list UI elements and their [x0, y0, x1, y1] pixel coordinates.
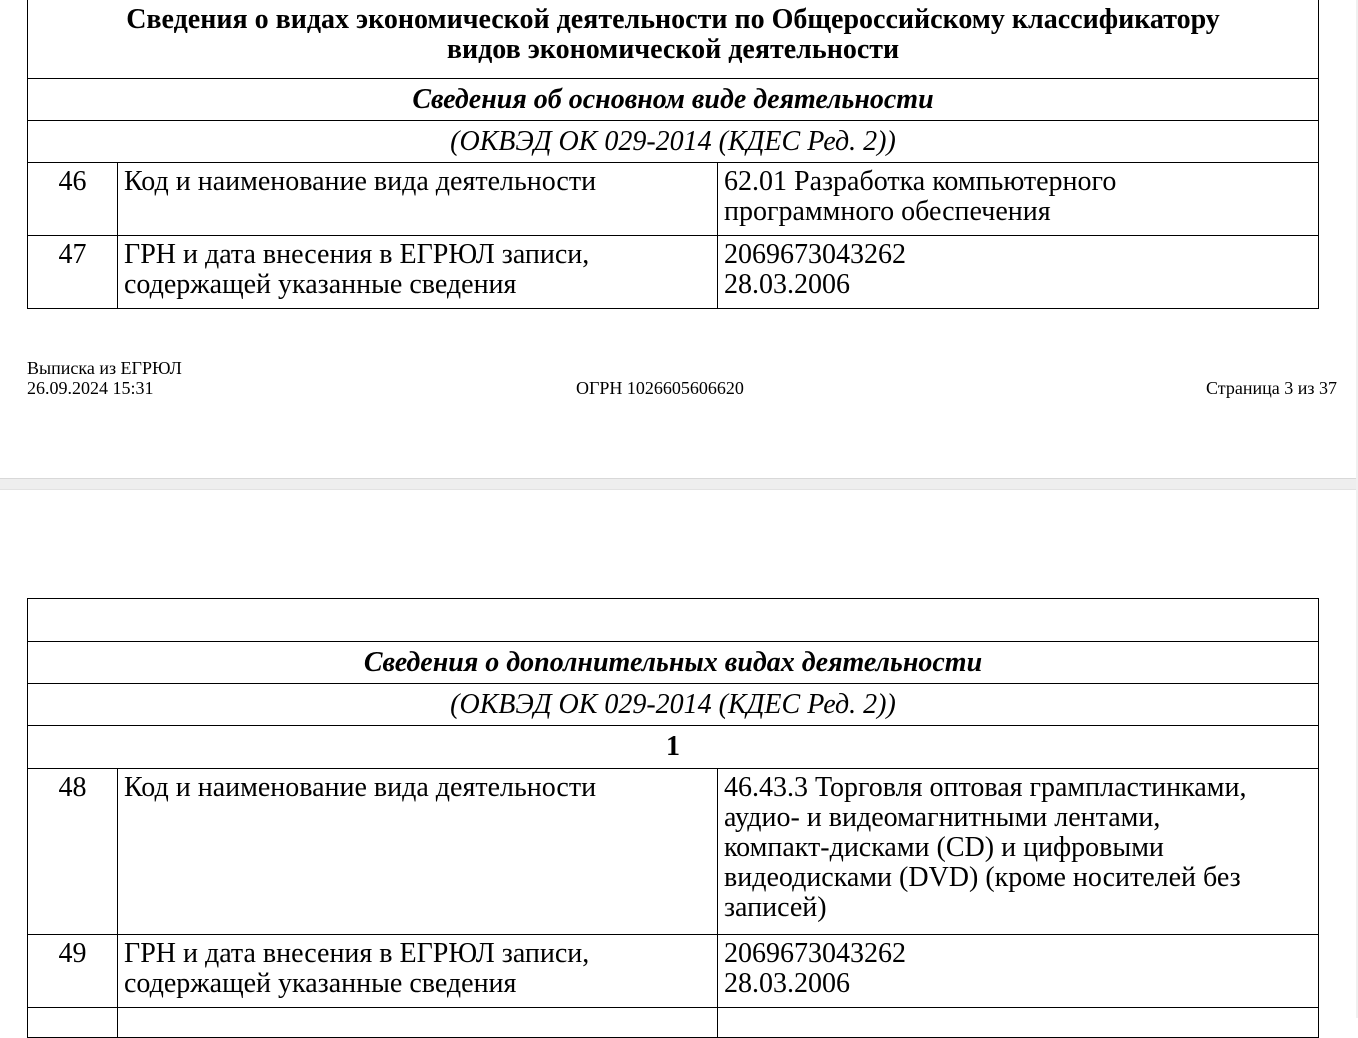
table-row — [28, 236, 1319, 309]
row-value: 2069673043262 28.03.2006 — [718, 935, 1319, 1008]
row-number: 48 — [28, 769, 118, 935]
row-label: Код и наименование вида деятельности — [118, 769, 718, 935]
table-row — [28, 163, 1319, 236]
row-label: ГРН и дата внесения в ЕГРЮЛ записи, содержащей указанные сведения — [118, 236, 718, 309]
classifier-label: (ОКВЭД ОК 029-2014 (КДЕС Ред. 2)) — [28, 121, 1319, 163]
classifier-label: (ОКВЭД ОК 029-2014 (КДЕС Ред. 2)) — [28, 684, 1319, 726]
item-index: 1 — [28, 726, 1319, 769]
empty-row — [28, 599, 1319, 642]
table-row — [28, 935, 1319, 1008]
section-title: Сведения о видах экономической деятельности по Общероссийскому классификатору видов экономической деятельности — [28, 0, 1319, 79]
row-number: 49 — [28, 935, 118, 1008]
additional-activity-table — [27, 598, 1319, 1038]
row-number: 46 — [28, 163, 118, 236]
table-row — [28, 769, 1319, 935]
main-activity-heading: Сведения об основном виде деятельности — [28, 79, 1319, 121]
row-number: 47 — [28, 236, 118, 309]
row-label — [118, 1008, 718, 1038]
row-number — [28, 1008, 118, 1038]
row-value — [718, 1008, 1319, 1038]
page-separator — [0, 478, 1358, 490]
additional-activity-heading: Сведения о дополнительных видах деятельности — [28, 642, 1319, 684]
footer-page-number: Страница 3 из 37 — [1206, 378, 1337, 398]
row-value: 2069673043262 28.03.2006 — [718, 236, 1319, 309]
row-value: 46.43.3 Торговля оптовая грампластинками, аудио- и видеомагнитными лентами, компакт-дисками (CD) и цифровыми видеодисками (DVD) (кроме носителей без записей) — [718, 769, 1319, 935]
row-label: ГРН и дата внесения в ЕГРЮЛ записи, содержащей указанные сведения — [118, 935, 718, 1008]
footer-ogrn: ОГРН 1026605606620 — [576, 378, 744, 398]
row-label: Код и наименование вида деятельности — [118, 163, 718, 236]
footer-datetime: 26.09.2024 15:31 — [27, 378, 154, 398]
footer-doc-name: Выписка из ЕГРЮЛ — [27, 358, 182, 378]
row-value: 62.01 Разработка компьютерного программного обеспечения — [718, 163, 1319, 236]
main-activity-table — [27, 0, 1319, 309]
